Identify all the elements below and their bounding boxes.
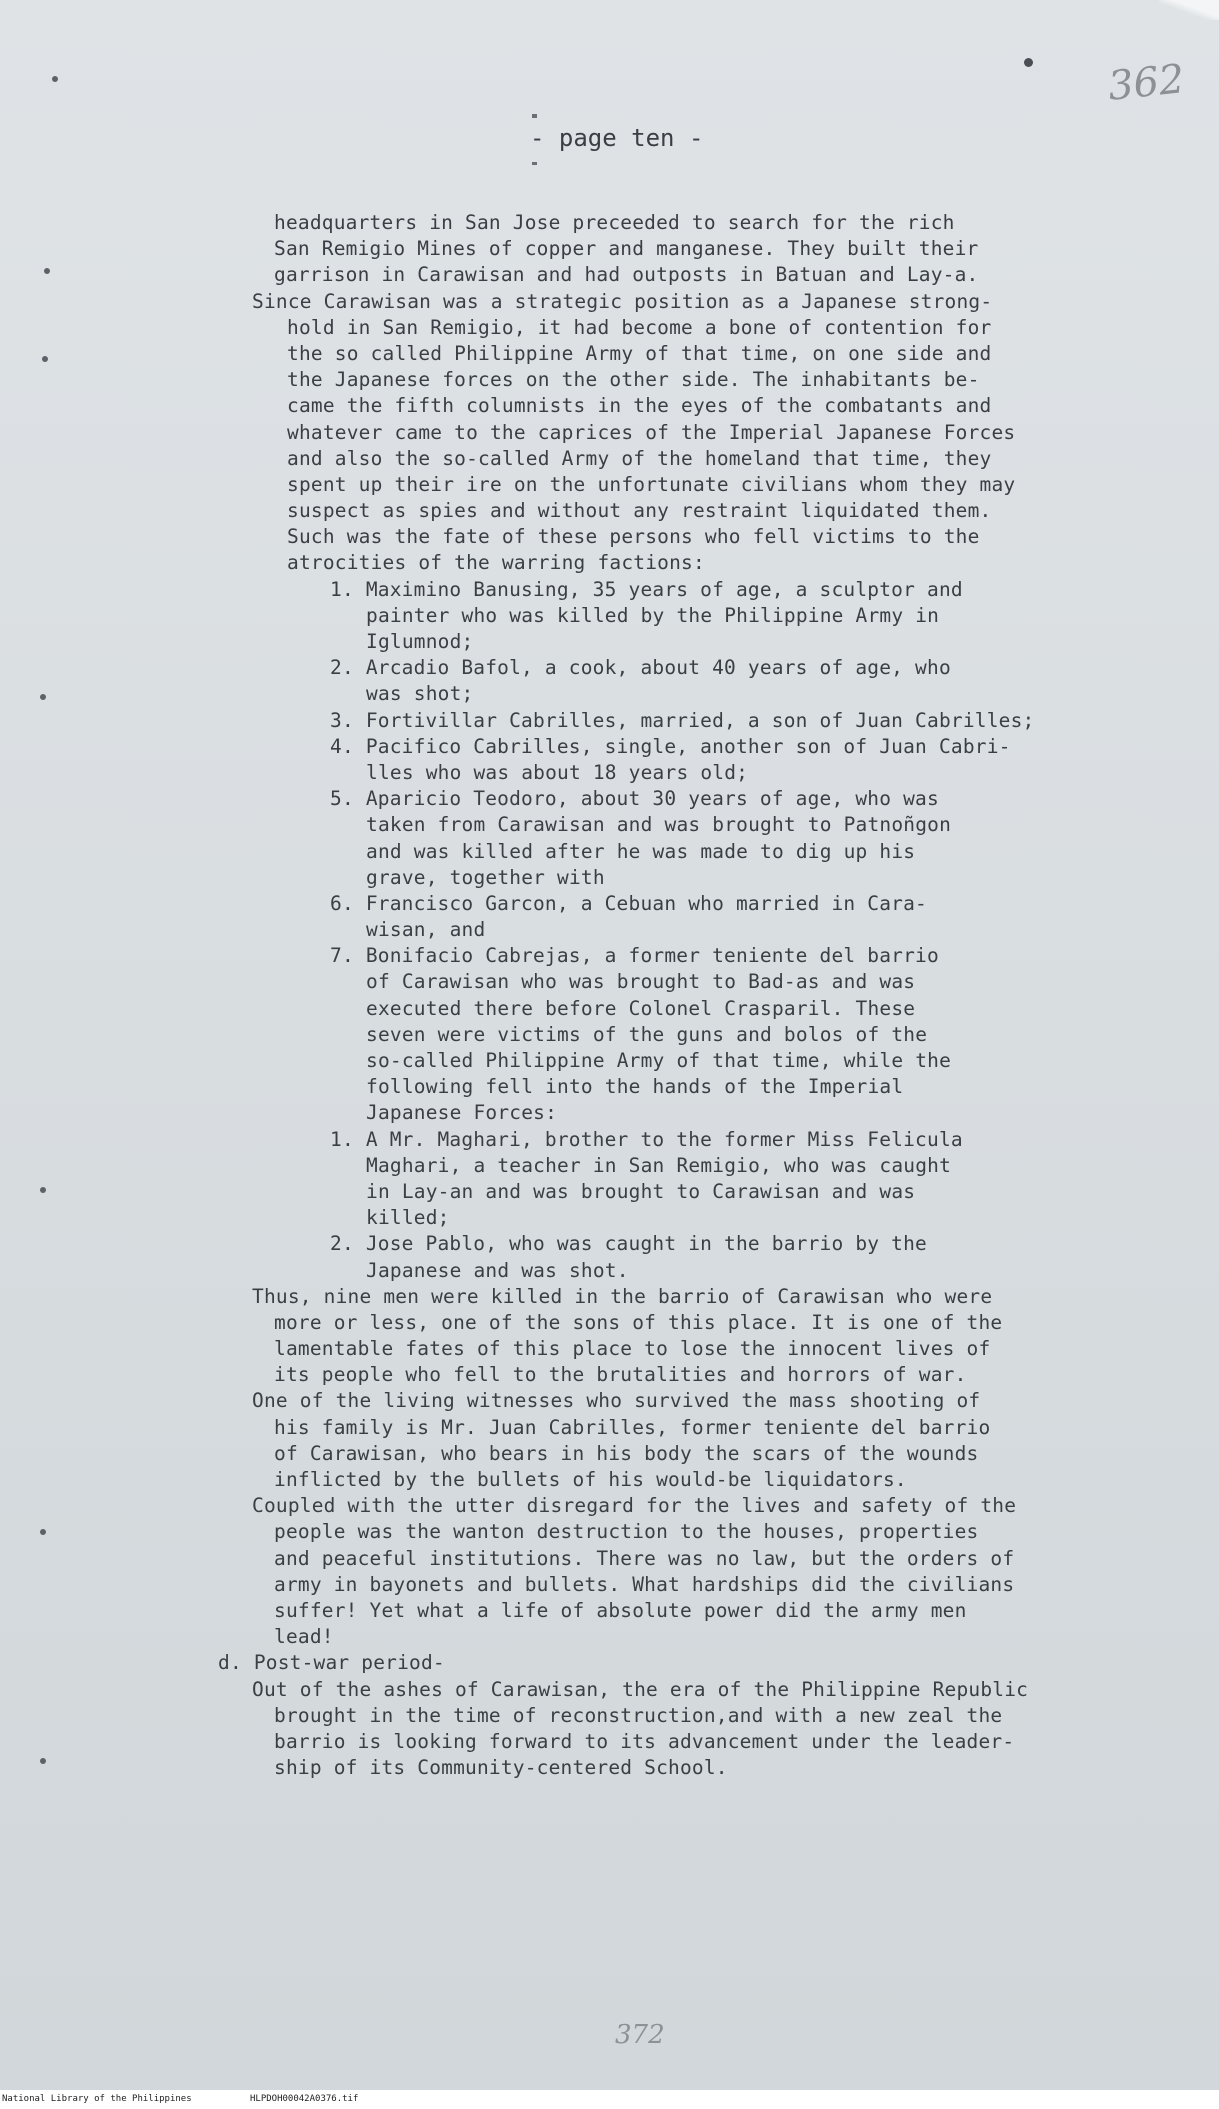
text-line: lamentable fates of this place to lose the innocent lives of [274, 1337, 991, 1361]
text-line: inflicted by the bullets of his would-be liquidators. [274, 1468, 907, 1491]
text-line: painter who was killed by the Philippine Army in [366, 603, 940, 627]
page-fold-corner [1159, 0, 1219, 20]
text-line: in Lay-an and was brought to Carawisan and was [366, 1179, 916, 1203]
text-line: executed there before Colonel Crasparil. These [366, 996, 916, 1020]
text-line: wisan, and [366, 918, 486, 942]
text-line: Such was the fate of these persons who fell victims to the [287, 525, 980, 549]
text-line: brought in the time of reconstruction,and with a new zeal the [274, 1703, 1003, 1727]
text-line: 1. Maximino Banusing, 35 years of age, a sculptor and [330, 577, 963, 601]
text-line: of Carawisan who was brought to Bad-as and was [366, 970, 916, 994]
text-line: ship of its Community-centered School. [274, 1756, 728, 1780]
text-line: seven were victims of the guns and bolos of the [366, 1022, 928, 1046]
text-line: grave, together with [366, 865, 605, 889]
archive-credit: National Library of the Philippines [2, 2094, 192, 2104]
text-line: 2. Arcadio Bafol, a cook, about 40 years of age, who [330, 656, 951, 680]
archive-footer-strip [0, 2090, 1219, 2109]
text-line: his family is Mr. Juan Cabrilles, former teniente del barrio [274, 1415, 991, 1439]
text-line: following fell into the hands of the Imperial [366, 1075, 904, 1099]
text-line: Thus, nine men were killed in the barrio of Carawisan who were [252, 1284, 993, 1308]
document-body [0, 210, 1219, 1781]
text-line: the so called Philippine Army of that time, on one side and [287, 341, 992, 365]
handwritten-page-number: 362 [1105, 56, 1187, 110]
text-line: taken from Carawisan and was brought to Patnoñgon [366, 813, 952, 837]
text-line: garrison in Carawisan and had outposts in Batuan and Lay-a. [274, 263, 979, 287]
text-line: Japanese and was shot. [366, 1258, 629, 1282]
text-line: 6. Francisco Garcon, a Cebuan who married in Cara- [330, 891, 927, 915]
text-line: 3. Fortivillar Cabrilles, married, a son of Juan Cabrilles; [330, 708, 1035, 732]
handwritten-footer-mark: 372 [615, 2020, 665, 2050]
text-line: Maghari, a teacher in San Remigio, who was caught [366, 1153, 952, 1177]
ink-spot [1024, 58, 1033, 67]
text-line: d. Post-war period- [218, 1651, 445, 1675]
text-line: spent up their ire on the unfortunate civilians whom they may [287, 472, 1016, 496]
text-line: One of the living witnesses who survived the mass shooting of [252, 1389, 981, 1413]
text-line: atrocities of the warring factions: [287, 551, 705, 575]
archive-file-name: HLPDOH00042A0376.tif [250, 2094, 359, 2104]
text-line: lles who was about 18 years old; [366, 760, 749, 784]
text-line: lead! [274, 1625, 334, 1649]
page-title: - page ten - [530, 124, 704, 152]
text-line: suspect as spies and without any restraint liquidated them. [287, 499, 992, 523]
text-line: San Remigio Mines of copper and manganese. They built their [274, 237, 979, 261]
text-line: people was the wanton destruction to the houses, properties [274, 1520, 979, 1544]
text-line: 2. Jose Pablo, who was caught in the barrio by the [330, 1232, 927, 1256]
text-line: the Japanese forces on the other side. The inhabitants be- [287, 368, 980, 392]
text-line: Since Carawisan was a strategic position as a Japanese strong- [252, 289, 993, 313]
binding-hole [52, 76, 58, 82]
text-line: more or less, one of the sons of this place. It is one of the [274, 1310, 1003, 1334]
text-line: 5. Aparicio Teodoro, about 30 years of age, who was [330, 787, 939, 811]
text-line: came the fifth columnists in the eyes of the combatants and [287, 394, 992, 418]
text-line: and also the so-called Army of the homeland that time, they [287, 446, 992, 470]
text-line: 4. Pacifico Cabrilles, single, another son of Juan Cabri- [330, 734, 1011, 758]
text-line: of Carawisan, who bears in his body the scars of the wounds [274, 1441, 979, 1465]
text-line: and peaceful institutions. There was no law, but the orders of [274, 1546, 1015, 1570]
text-line: killed; [366, 1206, 450, 1230]
text-line: was shot; [366, 682, 474, 706]
text-line: suffer! Yet what a life of absolute power did the army men [274, 1598, 967, 1622]
text-line: Iglumnod; [366, 630, 474, 653]
text-line: Japanese Forces: [366, 1101, 558, 1125]
text-line: headquarters in San Jose preceeded to search for the rich [274, 211, 955, 234]
text-line: hold in San Remigio, it had become a bone of contention for [287, 315, 992, 339]
text-line: its people who fell to the brutalities and horrors of war. [274, 1363, 967, 1387]
text-line: 1. A Mr. Maghari, brother to the former Miss Felicula [330, 1127, 963, 1151]
text-line: Out of the ashes of Carawisan, the era of the Philippine Republic [252, 1677, 1029, 1701]
text-line: barrio is looking forward to its advancement under the leader- [274, 1729, 1015, 1753]
text-line: 7. Bonifacio Cabrejas, a former teniente del barrio [330, 944, 939, 968]
text-line: so-called Philippine Army of that time, while the [366, 1049, 952, 1072]
text-line: and was killed after he was made to dig up his [366, 839, 916, 863]
text-line: Coupled with the utter disregard for the lives and safety of the [252, 1494, 1017, 1518]
text-line: army in bayonets and bullets. What hardships did the civilians [274, 1572, 1015, 1596]
text-line: whatever came to the caprices of the Imperial Japanese Forces [287, 420, 1016, 444]
